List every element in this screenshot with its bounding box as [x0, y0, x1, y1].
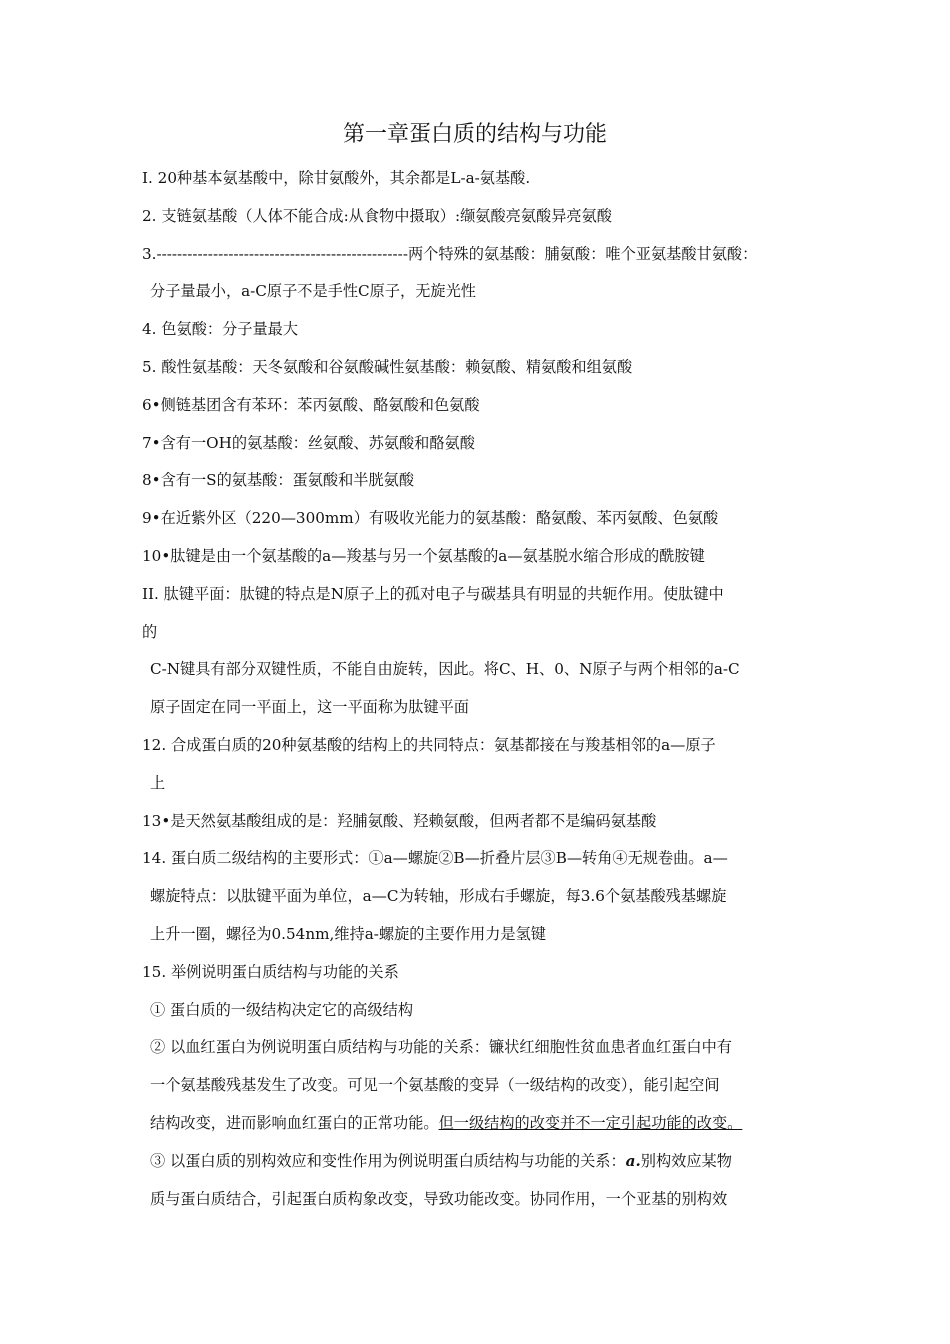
underlined-text: 但一级结构的改变并不一定引起功能的改变。	[438, 1113, 743, 1132]
text-span: 结构改变，进而影响血红蛋白的正常功能。	[150, 1113, 439, 1132]
text-line: 10•肽键是由一个氨基酸的a—羧基与另一个氨基酸的a—氨基脱水缩合形成的酰胺键	[142, 546, 705, 565]
text-line: 质与蛋白质结合，引起蛋白质构象改变，导致功能改变。协同作用，一个亚基的别构效	[150, 1189, 728, 1208]
text-line	[142, 1143, 822, 1181]
bold-marker: a.	[625, 1151, 641, 1170]
text-line: C-N键具有部分双键性质，不能自由旋转，因此。将C、H、0、N原子与两个相邻的a-C	[150, 660, 740, 679]
text-line: 上升一圈，螺径为0.54nm,维持a-螺旋的主要作用力是氢键	[150, 924, 546, 943]
text-span: ③ 以蛋白质的别构效应和变性作用为例说明蛋白质结构与功能的关系：	[150, 1151, 626, 1170]
text-line: 一个氨基酸残基发生了改变。可见一个氨基酸的变异（一级结构的改变），能引起空间	[150, 1076, 720, 1095]
text-line: 8•含有一S的氨基酸：蛋氨酸和半胱氨酸	[142, 471, 415, 490]
text-span: 别构效应某物	[640, 1151, 732, 1170]
text-line: 上	[150, 773, 166, 792]
text-line: 12. 合成蛋白质的20种氨基酸的结构上的共同特点：氨基都接在与羧基相邻的a—原子	[142, 735, 716, 754]
text-line	[142, 1105, 822, 1143]
page-title: 第一章蛋白质的结构与功能	[342, 122, 607, 147]
text-line: 的	[142, 622, 158, 641]
text-line: 14. 蛋白质二级结构的主要形式：①a—螺旋②B—折叠片层③B—转角④无规卷曲。a—	[142, 849, 728, 868]
text-line: 15. 举例说明蛋白质结构与功能的关系	[142, 962, 399, 981]
text-line: 原子固定在同一平面上，这一平面称为肽键平面	[150, 698, 469, 717]
text-line: 9•在近紫外区（220—300mm）有吸收光能力的氨基酸：酪氨酸、苯丙氨酸、色氨酸	[142, 509, 719, 528]
text-line: 7•含有一OH的氨基酸：丝氨酸、苏氨酸和酪氨酸	[142, 433, 475, 452]
text-line: 13•是天然氨基酸组成的是：羟脯氨酸、羟赖氨酸，但两者都不是编码氨基酸	[142, 811, 657, 830]
document-body	[142, 160, 822, 1218]
text-line: ② 以血红蛋白为例说明蛋白质结构与功能的关系：镰状红细胞性贫血患者血红蛋白中有	[150, 1038, 732, 1057]
text-line: 分子量最小，a-C原子不是手性C原子，无旋光性	[150, 282, 476, 301]
text-line: II. 肽键平面：肽键的特点是N原子上的孤对电子与碳基具有明显的共轭作用。使肽键中	[142, 584, 724, 603]
text-line: 4. 色氨酸：分子量最大	[142, 320, 299, 339]
text-line: 6•侧链基团含有苯环：苯丙氨酸、酪氨酸和色氨酸	[142, 395, 480, 414]
text-line: I. 20种基本氨基酸中，除甘氨酸外，其余都是L-a-氨基酸.	[142, 169, 531, 187]
text-line: 5. 酸性氨基酸：天冬氨酸和谷氨酸碱性氨基酸：赖氨酸、精氨酸和组氨酸	[142, 357, 633, 376]
text-line: 2. 支链氨基酸（人体不能合成:从食物中摄取）:缬氨酸亮氨酸异亮氨酸	[142, 206, 612, 225]
text-line: 3.-------------------------------------------------两个特殊的氨基酸：脯氨酸：唯个亚氨基酸甘氨酸：	[142, 244, 758, 263]
text-line: 螺旋特点：以肽键平面为单位，a—C为转轴，形成右手螺旋，每3.6个氨基酸残基螺旋	[150, 887, 727, 906]
text-line: ① 蛋白质的一级结构决定它的高级结构	[150, 1000, 414, 1019]
